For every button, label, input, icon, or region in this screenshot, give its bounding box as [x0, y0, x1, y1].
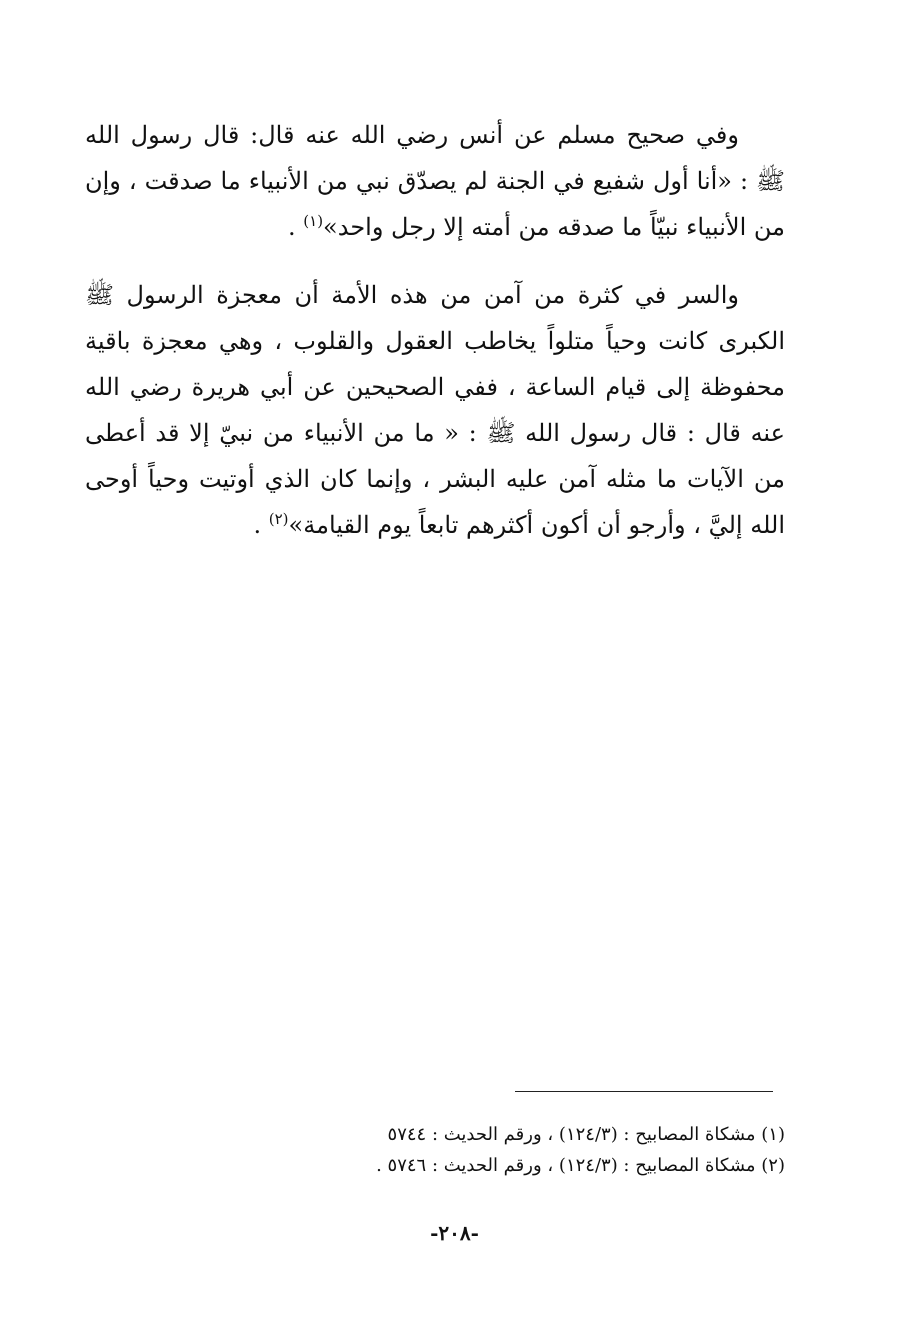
- footnote-divider: [515, 1091, 773, 1092]
- footnote-ref-2: (٢): [268, 510, 289, 528]
- paragraph-2-tail: .: [253, 511, 269, 539]
- main-text: [85, 112, 785, 548]
- footnote-ref-1: (١): [303, 212, 324, 230]
- paragraph-1: [85, 112, 785, 250]
- paragraph-1-tail: .: [288, 213, 304, 241]
- paragraph-2-text: والسر في كثرة من آمن من هذه الأمة أن معجزة الرسول ﷺ الكبرى كانت وحياً متلواً يخاطب العقول والقلوب ، وهي معجزة باقية محفوظة إلى قيام الساعة ، ففي الصحيحين عن أبي هريرة رضي الله عنه قال : قال رسول الله ﷺ : « ما من الأنبياء من نبيّ إلا قد أعطى من الآيات ما مثله آمن عليه البشر ، وإنما كان الذي أوتيت وحياً أوحى الله إليَّ ، وأرجو أن أكون أكثرهم تابعاً يوم القيامة»: [85, 281, 785, 539]
- footnote-2: (٢) مشكاة المصابيح : (١٢٤/٣) ، ورقم الحديث : ٥٧٤٦ .: [376, 1155, 785, 1176]
- page-number: -٢٠٨-: [430, 1221, 479, 1245]
- footnotes: [85, 1119, 785, 1181]
- paragraph-2: [85, 272, 785, 548]
- footnote-1: (١) مشكاة المصابيح : (١٢٤/٣) ، ورقم الحديث : ٥٧٤٤: [387, 1124, 785, 1145]
- paragraph-1-text: وفي صحيح مسلم عن أنس رضي الله عنه قال: قال رسول الله ﷺ : «أنا أول شفيع في الجنة لم يصدّق نبي من الأنبياء ما صدقت ، وإن من الأنبياء نبيّاً ما صدقه من أمته إلا رجل واحد»: [85, 121, 785, 241]
